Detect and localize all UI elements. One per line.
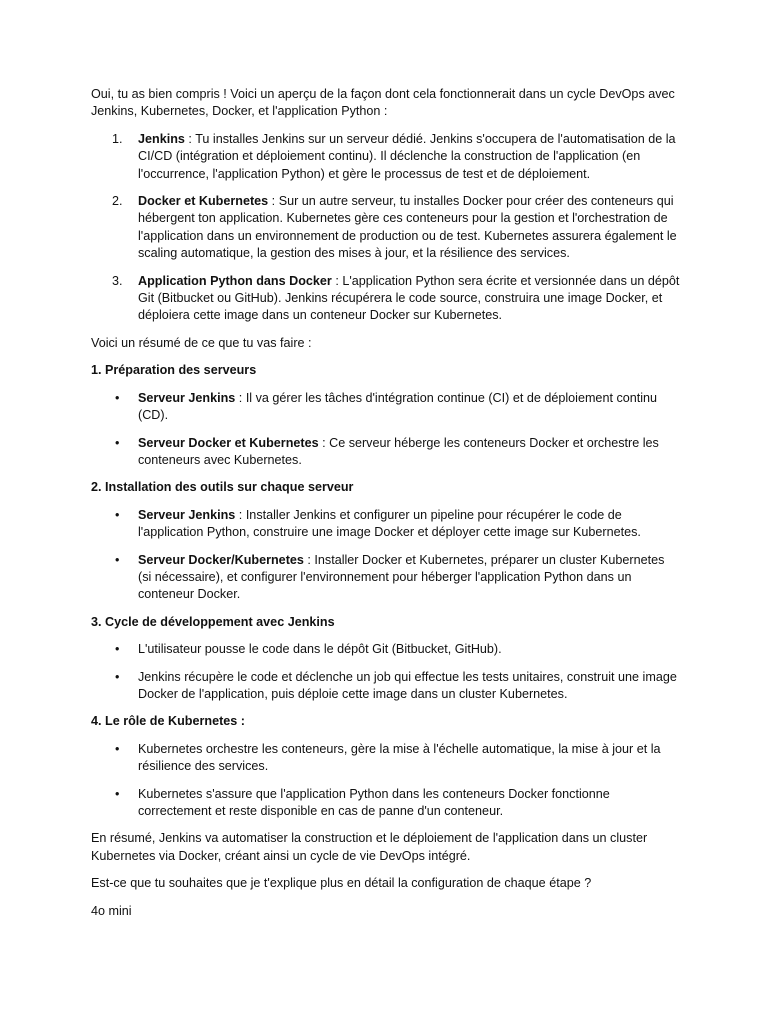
list-item xyxy=(91,641,681,658)
bullet-icon: • xyxy=(115,390,120,405)
bullet-list-installation xyxy=(91,507,681,604)
section-heading-dev-cycle: 3. Cycle de développement avec Jenkins xyxy=(91,614,335,629)
item-text: Jenkins récupère le code et déclenche un job qui effectue les tests unitaires, construit une image Docker de l'application, puis déploie cette image dans un cluster Kubernetes. xyxy=(138,669,677,701)
item-title: Jenkins xyxy=(138,131,185,146)
question-paragraph: Est-ce que tu souhaites que je t'explique plus en détail la configuration de chaque étape ? xyxy=(91,876,592,891)
item-separator: : xyxy=(235,390,246,405)
list-number: 3. xyxy=(112,273,123,288)
list-item xyxy=(91,390,681,425)
item-text: Ce serveur héberge les conteneurs Docker et orchestre les conteneurs avec Kubernetes. xyxy=(138,435,659,467)
numbered-item-jenkins xyxy=(91,131,681,183)
document-page xyxy=(91,86,681,920)
item-text: Installer Docker et Kubernetes, préparer un cluster Kubernetes (si nécessaire), et configurer l'environnement pour héberger l'application Python dans un conteneur Docker. xyxy=(138,552,665,602)
item-separator: : xyxy=(268,194,279,209)
numbered-item-python-docker xyxy=(91,273,681,325)
bullet-icon: • xyxy=(115,642,120,657)
bullet-icon: • xyxy=(115,552,120,567)
list-item xyxy=(91,552,681,604)
section-heading-kubernetes-role: 4. Le rôle de Kubernetes : xyxy=(91,714,245,729)
item-title: Serveur Jenkins xyxy=(138,390,236,405)
summary-intro: Voici un résumé de ce que tu vas faire : xyxy=(91,335,312,350)
item-text: Il va gérer les tâches d'intégration continue (CI) et de déploiement continu (CD). xyxy=(138,390,658,423)
bullet-list-preparation xyxy=(91,390,681,470)
bullet-list-dev-cycle xyxy=(91,641,681,703)
item-title: Serveur Docker/Kubernetes xyxy=(138,552,304,567)
bullet-icon: • xyxy=(115,786,120,801)
item-text: Installer Jenkins et configurer un pipeline pour récupérer le code de l'application Python, construire une image Docker et déployer cette image sur Kubernetes. xyxy=(138,507,641,540)
list-item xyxy=(91,741,681,776)
section-heading-installation: 2. Installation des outils sur chaque serveur xyxy=(91,480,354,495)
list-item xyxy=(91,786,681,821)
list-number: 2. xyxy=(112,194,123,209)
item-title: Serveur Jenkins xyxy=(138,507,236,522)
bullet-icon: • xyxy=(115,507,120,522)
bullet-icon: • xyxy=(115,741,120,756)
item-title: Docker et Kubernetes xyxy=(138,194,269,209)
bullet-icon: • xyxy=(115,669,120,684)
section-heading-preparation: 1. Préparation des serveurs xyxy=(91,363,257,378)
item-text: Kubernetes orchestre les conteneurs, gère la mise à l'échelle automatique, la mise à jour et la résilience des services. xyxy=(138,741,661,774)
item-text: Tu installes Jenkins sur un serveur dédié. Jenkins s'occupera de l'automatisation de la CI/CD (intégration et déploiement continu). Il déclenche la construction de l'application (en l'occurrence, l'application Python) et gère le processus de test et de déploiement. xyxy=(138,131,676,181)
list-item xyxy=(91,669,681,704)
conclusion-paragraph: En résumé, Jenkins va automatiser la construction et le déploiement de l'application dans un cluster Kubernetes via Docker, créant ainsi un cycle de vie DevOps intégré. xyxy=(91,831,648,863)
bullet-icon: • xyxy=(115,435,120,450)
intro-paragraph: Oui, tu as bien compris ! Voici un aperçu de la façon dont cela fonctionnerait dans un cycle DevOps avec Jenkins, Kubernetes, Docker, et l'application Python : xyxy=(91,87,675,119)
item-separator: : xyxy=(235,507,246,522)
list-item xyxy=(91,507,681,542)
item-separator: : xyxy=(303,552,315,567)
item-text: Kubernetes s'assure que l'application Python dans les conteneurs Docker fonctionne correctement et reste disponible en cas de panne d'un conteneur. xyxy=(138,786,610,818)
item-title: Serveur Docker et Kubernetes xyxy=(138,435,319,450)
item-text: Sur un autre serveur, tu installes Docker pour créer des conteneurs qui hébergent ton application. Kubernetes gère ces conteneurs pour la gestion et l'orchestration de l'application dans un environnement de production ou de test. Kubernetes assurera également le scaling automatique, la gestion des mises à jour, et la résilience des services. xyxy=(138,194,677,261)
item-text: L'utilisateur pousse le code dans le dépôt Git (Bitbucket, GitHub). xyxy=(138,642,502,657)
item-separator: : xyxy=(318,435,330,450)
item-separator: : xyxy=(331,273,343,288)
numbered-item-docker-kubernetes xyxy=(91,193,681,263)
list-item xyxy=(91,435,681,470)
item-title: Application Python dans Docker xyxy=(138,273,332,288)
numbered-list xyxy=(91,131,681,325)
bullet-list-kubernetes-role xyxy=(91,741,681,821)
model-label: 4o mini xyxy=(91,903,132,918)
item-text: L'application Python sera écrite et versionnée dans un dépôt Git (Bitbucket ou GitHub). Jenkins récupérera le code source, construira une image Docker, et déploiera cette image dans un conteneur Docker sur Kubernetes. xyxy=(138,273,680,323)
item-separator: : xyxy=(184,131,196,146)
list-number: 1. xyxy=(112,131,123,146)
